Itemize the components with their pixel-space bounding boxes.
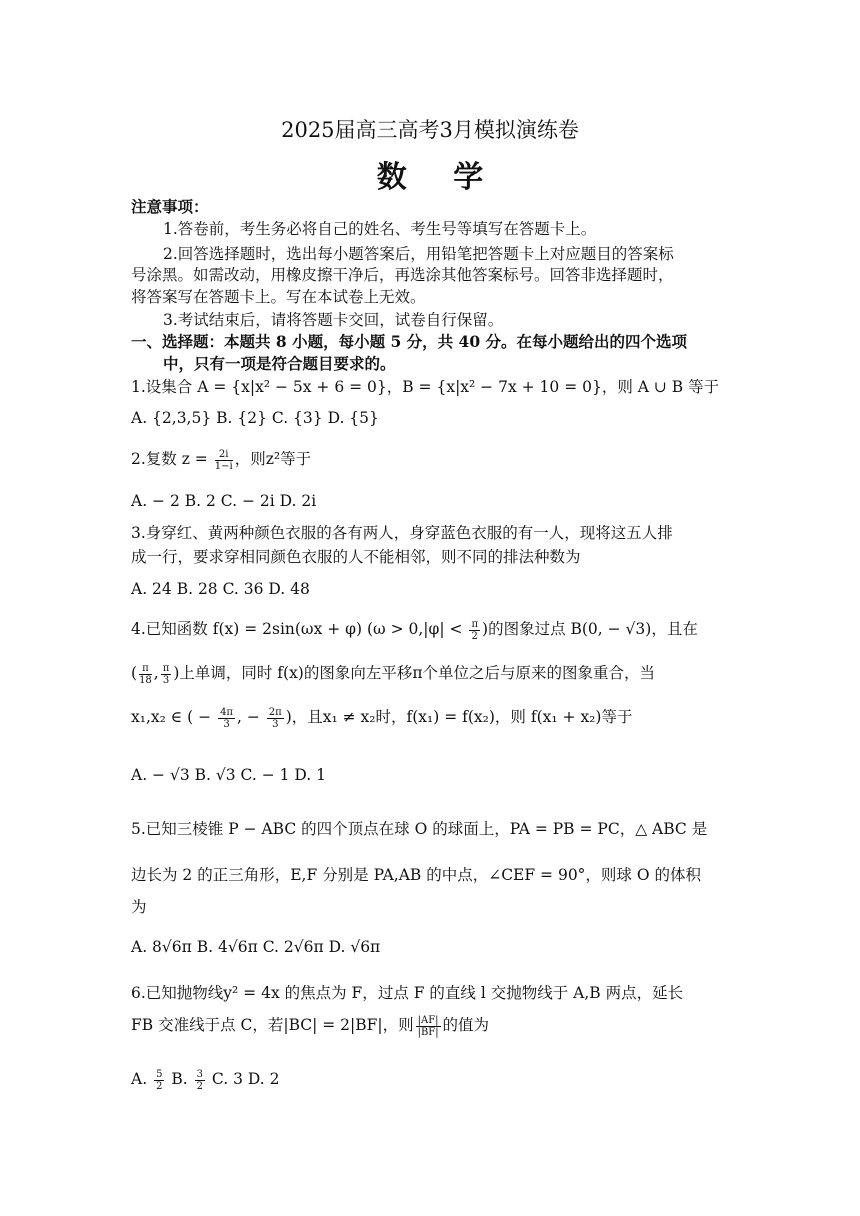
question-3-options: A. 24 B. 28 C. 36 D. 48 [131,580,310,598]
fraction: $\frac{4\pi}{3}$ [220,706,233,730]
fraction: $\frac{5}{2}$ [156,1068,163,1092]
question-6-stem: 6.已知抛物线y² = 4x 的焦点为 F，过点 F 的直线 l 交抛物线于 A,B 两点，延长 [131,984,684,1002]
question-1-options: A. {2,3,5} B. {2} C. {3} D. {5} [131,409,379,427]
question-3-stem-cont: 成一行，要求穿相同颜色衣服的人不能相邻，则不同的排法种数为 [131,548,581,566]
question-6-options: A. $\frac{5}{2}$ B. $\frac{3}{2}$ C. 3 D. 2 [131,1068,280,1092]
section-heading-cont: 中，只有一项是符合题目要求的。 [163,354,396,373]
fraction: $\frac{\pi}{2}$ [471,618,479,642]
notice-item: 1.答卷前，考生务必将自己的姓名、考生号等填写在答题卡上。 [163,220,597,238]
notice-heading: 注意事项： [131,197,209,216]
notice-item: 将答案写在答题卡上。写在本试卷上无效。 [131,288,426,306]
question-4-stem-cont: ( $\frac{\pi}{18}$ , $\frac{\pi}{3}$ )上单调，同时 f(x)的图象向左平移π个单位之后与原来的图象重合，当 [131,662,656,686]
question-4-options: A. − √3 B. √3 C. − 1 D. 1 [131,766,326,784]
notice-item: 号涂黑。如需改动，用橡皮擦干净后，再选涂其他答案标号。回答非选择题时， [131,266,674,284]
fraction: $\frac{\pi}{18}$ [139,662,152,686]
notice-item: 3.考试结束后，请将答题卡交回，试卷自行保留。 [163,311,504,329]
question-5-options: A. 8√6π B. 4√6π C. 2√6π D. √6π [131,938,381,956]
question-1-stem: 1.设集合 A = {x|x² − 5x + 6 = 0}，B = {x|x² − 7x + 10 = 0}，则 A ∪ B 等于 [131,378,720,396]
question-5-stem: 5.已知三棱锥 P − ABC 的四个顶点在球 O 的球面上，PA = PB = PC，△ ABC 是 [131,820,708,838]
fraction: $\frac{2i}{1-i}$ [214,448,233,472]
question-5-stem-cont: 为 [131,898,147,916]
section-heading: 一、选择题：本题共 8 小题，每小题 5 分，共 40 分。在每小题给出的四个选项 [131,332,688,351]
fraction: $\frac{2\pi}{3}$ [268,706,282,730]
question-2-stem: 2.复数 z = $\frac{2i}{1-i}$ ，则z²等于 [131,448,312,472]
fraction: $\frac{3}{2}$ [196,1068,203,1092]
fraction: $\frac{|AF|}{|BF|}$ [417,1014,439,1038]
question-2-options: A. − 2 B. 2 C. − 2i D. 2i [131,492,317,510]
question-3-stem: 3.身穿红、黄两种颜色衣服的各有两人，身穿蓝色衣服的有一人，现将这五人排 [131,524,673,542]
fraction: $\frac{\pi}{3}$ [162,662,170,686]
exam-subtitle: 2025届高三高考3月模拟演练卷 [281,118,579,142]
notice-item: 2.回答选择题时，选出每小题答案后，用铅笔把答题卡上对应题目的答案标 [163,245,674,263]
question-4-stem: 4.已知函数 f(x) = 2sin(ωx + φ) (ω > 0,|φ| < $\frac{\pi}{2}$ )的图象过点 B(0, − √3)，且在 [131,618,698,642]
question-6-stem-cont: FB 交准线于点 C，若|BC| = 2|BF|，则 $\frac{|AF|}{|BF|}$ 的值为 [131,1014,490,1038]
exam-title: 数 学 [376,160,502,195]
question-5-stem-cont: 边长为 2 的正三角形，E,F 分别是 PA,AB 的中点，∠CEF = 90°，则球 O 的体积 [131,866,701,884]
question-4-stem-cont: x₁,x₂ ∈ ( − $\frac{4\pi}{3}$ , − $\frac{2\pi}{3}$ )，且x₁ ≠ x₂时，f(x₁) = f(x₂)，则 f(x₁ + x₂)等于 [131,706,633,730]
